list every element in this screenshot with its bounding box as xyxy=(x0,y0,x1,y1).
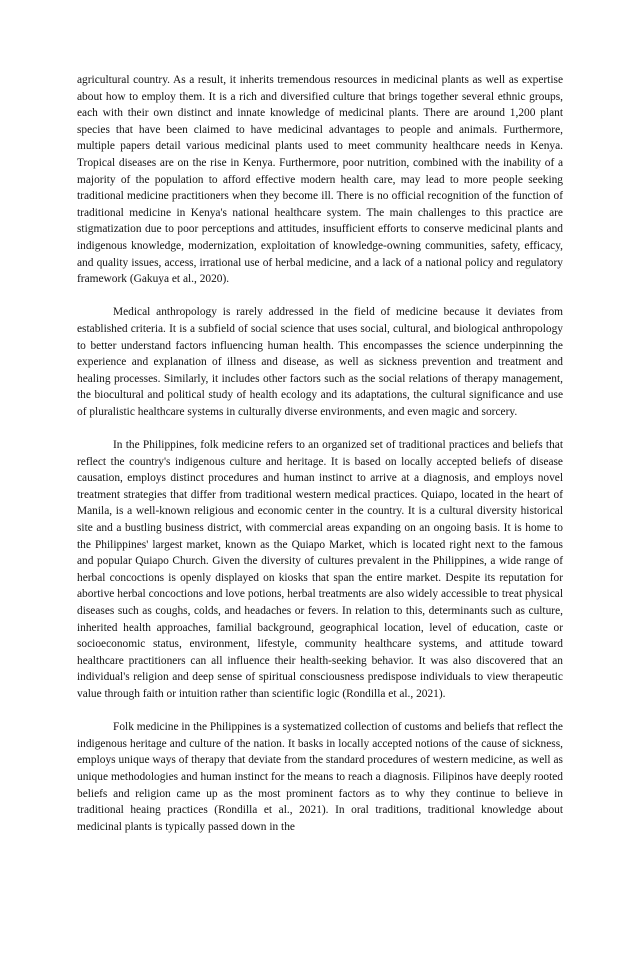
paragraph-folk-medicine-systematized: Folk medicine in the Philippines is a systematized collection of customs and beliefs that reflect the indigenous heritage and culture of the nation. It basks in locally accepted notions of the cause of sickness, employs unique ways of therapy that deviate from the standard procedures of western medicine, as well as unique methodologies and human instinct for the means to reach a diagnosis. Filipinos have deeply rooted beliefs and religion came up as the most prominent factors as to why they continue to believe in traditional heaing practices (Rondilla et al., 2021). In oral traditions, traditional knowledge about medicinal plants is typically passed down in the xyxy=(77,721,563,833)
paragraph-philippines-folk-medicine: In the Philippines, folk medicine refers to an organized set of traditional practices and beliefs that reflect the country's indigenous culture and heritage. It is based on locally accepted beliefs of disease causation, employs distinct procedures and human instinct to arrive at a diagnosis, and employs novel treatment strategies that differ from traditional western medical practices. Quiapo, located in the heart of Manila, is a well-known religious and economic center in the country. It is a cultural diversity historical site and a bustling business district, with commercial areas expanding on an ongoing basis. It is home to the Philippines' largest market, known as the Quiapo Market, which is located right next to the famous and popular Quiapo Church. Given the diversity of cultures prevalent in the Philippines, a wide range of herbal concoctions is openly displayed on kiosks that span the entire market. Despite its reputation for abortive herbal concoctions and love potions, herbal treatments are also widely accessible to treat physical diseases such as coughs, colds, and headaches or fevers. In relation to this, determinants such as culture, inherited health approaches, familial background, geographical location, level of education, caste or socioeconomic status, environment, lifestyle, community healthcare systems, and attitude toward healthcare practitioners can all influence their health-seeking behavior. It was also discovered that an individual's religion and deep sense of spiritual consciousness predispose individuals to view therapeutic value through faith or intuition rather than scientific logic (Rondilla et al., 2021). xyxy=(77,439,563,700)
paragraph-medical-anthropology: Medical anthropology is rarely addressed in the field of medicine because it deviates from established criteria. It is a subfield of social science that uses social, cultural, and biological anthropology to better understand factors influencing human health. This encompasses the science underpinning the experience and explanation of illness and disease, as well as sickness prevention and treatment and healing processes. Similarly, it includes other factors such as the social relations of therapy management, the biocultural and political study of health ecology and its adaptations, the cultural significance and use of pluralistic healthcare systems in culturally diverse environments, and even magic and sorcery. xyxy=(77,306,563,418)
document-page xyxy=(77,72,563,835)
paragraph-continuation: agricultural country. As a result, it inherits tremendous resources in medicinal plants as well as expertise about how to employ them. It is a rich and diversified culture that brings together several ethnic groups, each with their own distinct and innate knowledge of medicinal plants. There are around 1,200 plant species that have been claimed to have medicinal advantages to people and animals. Furthermore, multiple papers detail various medicinal plants used to meet community healthcare needs in Kenya. Tropical diseases are on the rise in Kenya. Furthermore, poor nutrition, combined with the inability of a majority of the population to afford effective modern health care, may lead to more people seeking traditional medicine practitioners when they become ill. There is no official recognition of the function of traditional medicine in Kenya's national healthcare system. The main challenges to this practice are stigmatization due to poor perceptions and attitudes, insufficient efforts to conserve medicinal plants and indigenous knowledge, modernization, exploitation of knowledge-owning communities, safety, efficacy, and quality issues, access, irrational use of herbal medicine, and a lack of a national policy and regulatory framework (Gakuya et al., 2020). xyxy=(77,74,563,286)
